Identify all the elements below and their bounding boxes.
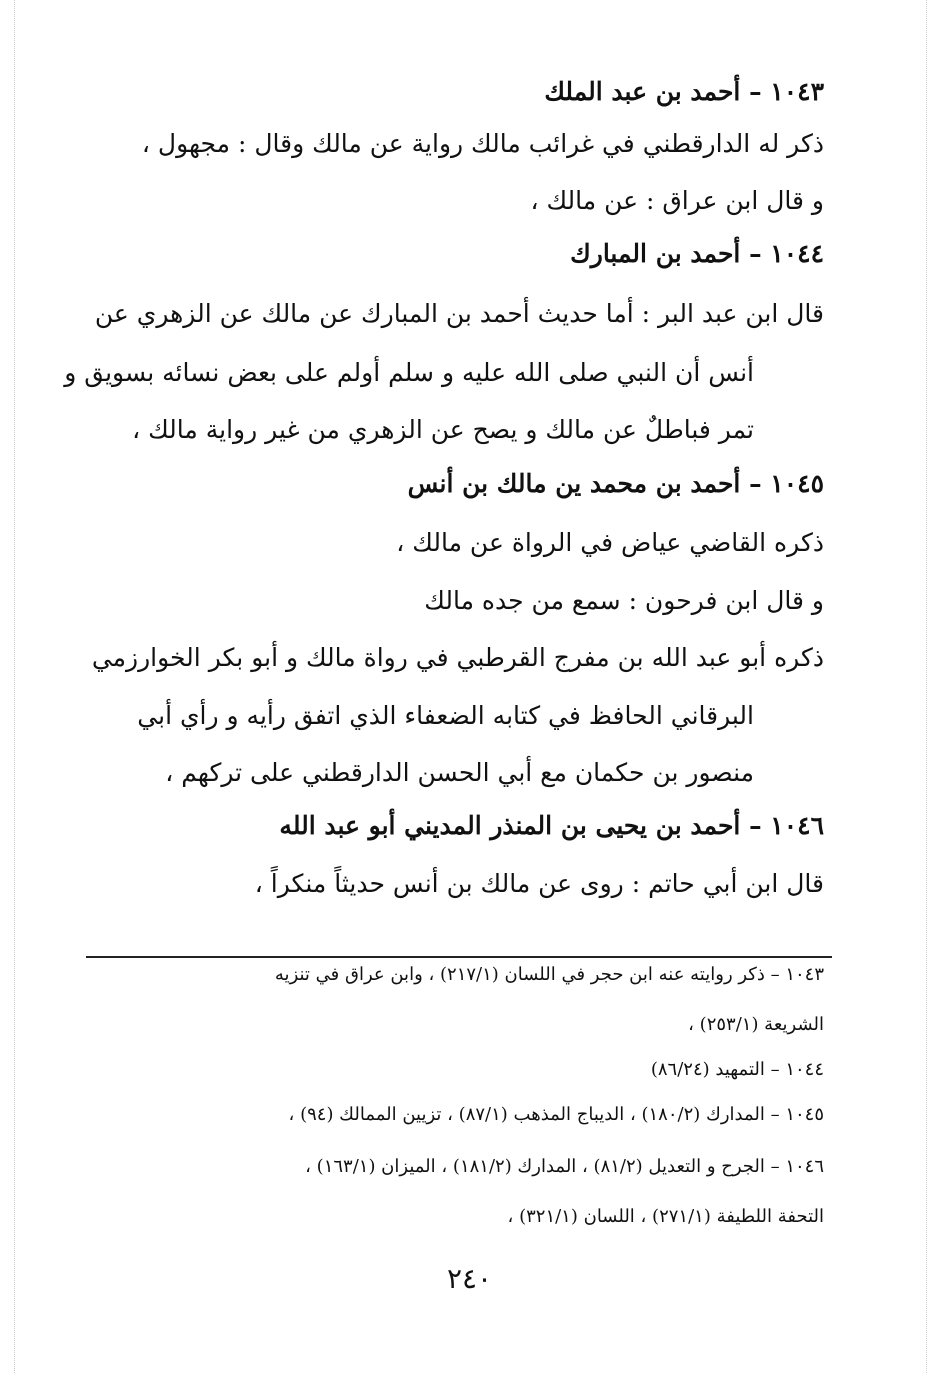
page-number: ٢٤٠ bbox=[446, 1262, 493, 1295]
body-line: ذكر له الدارقطني في غرائب مالك رواية عن مالك وقال : مجهول ، bbox=[141, 129, 824, 158]
entry-heading-1043: ١٠٤٣ – أحمد بن عبد الملك bbox=[544, 77, 824, 106]
body-line-continuation: منصور بن حكمان مع أبي الحسن الدارقطني على تركهم ، bbox=[165, 758, 754, 787]
body-line: قال ابن عبد البر : أما حديث أحمد بن المبارك عن مالك عن الزهري عن bbox=[94, 299, 824, 328]
footnote-separator bbox=[86, 956, 832, 958]
entry-heading-1045: ١٠٤٥ – أحمد بن محمد ين مالك بن أنس bbox=[407, 469, 824, 498]
footnote-line: ١٠٤٥ – المدارك (١٨٠/٢) ، الديباج المذهب (٨٧/١) ، تزيين الممالك (٩٤) ، bbox=[288, 1104, 824, 1125]
footnote-line: الشريعة (٢٥٣/١) ، bbox=[688, 1014, 824, 1035]
entry-heading-1044: ١٠٤٤ – أحمد بن المبارك bbox=[570, 239, 824, 268]
body-line: ذكره القاضي عياض في الرواة عن مالك ، bbox=[396, 528, 824, 557]
body-line: و قال ابن عراق : عن مالك ، bbox=[530, 186, 824, 215]
footnote-line: ١٠٤٤ – التمهيد (٨٦/٢٤) bbox=[650, 1059, 824, 1080]
body-line: و قال ابن فرحون : سمع من جده مالك bbox=[424, 586, 824, 615]
body-line-continuation: أنس أن النبي صلى الله عليه و سلم أولم على بعض نسائه بسويق و bbox=[64, 358, 754, 387]
scan-edge-left bbox=[14, 0, 15, 1373]
footnote-line: ١٠٤٣ – ذكر روايته عنه ابن حجر في اللسان (٢١٧/١) ، وابن عراق في تنزيه bbox=[274, 964, 824, 985]
footnote-line: التحفة اللطيفة (٢٧١/١) ، اللسان (٣٢١/١) ، bbox=[507, 1206, 824, 1227]
scan-edge-right bbox=[926, 0, 927, 1373]
footnote-line: ١٠٤٦ – الجرح و التعديل (٨١/٢) ، المدارك (١٨١/٢) ، الميزان (١٦٣/١) ، bbox=[305, 1156, 824, 1177]
body-line-continuation: تمر فباطلٌ عن مالك و يصح عن الزهري من غير رواية مالك ، bbox=[132, 415, 754, 444]
body-line: ذكره أبو عبد الله بن مفرج القرطبي في رواة مالك و أبو بكر الخوارزمي bbox=[91, 643, 824, 672]
body-line: قال ابن أبي حاتم : روى عن مالك بن أنس حديثاً منكراً ، bbox=[254, 869, 824, 898]
entry-heading-1046: ١٠٤٦ – أحمد بن يحيى بن المنذر المديني أبو عبد الله bbox=[279, 811, 824, 840]
body-line-continuation: البرقاني الحافظ في كتابه الضعفاء الذي اتفق رأيه و رأي أبي bbox=[137, 701, 754, 730]
